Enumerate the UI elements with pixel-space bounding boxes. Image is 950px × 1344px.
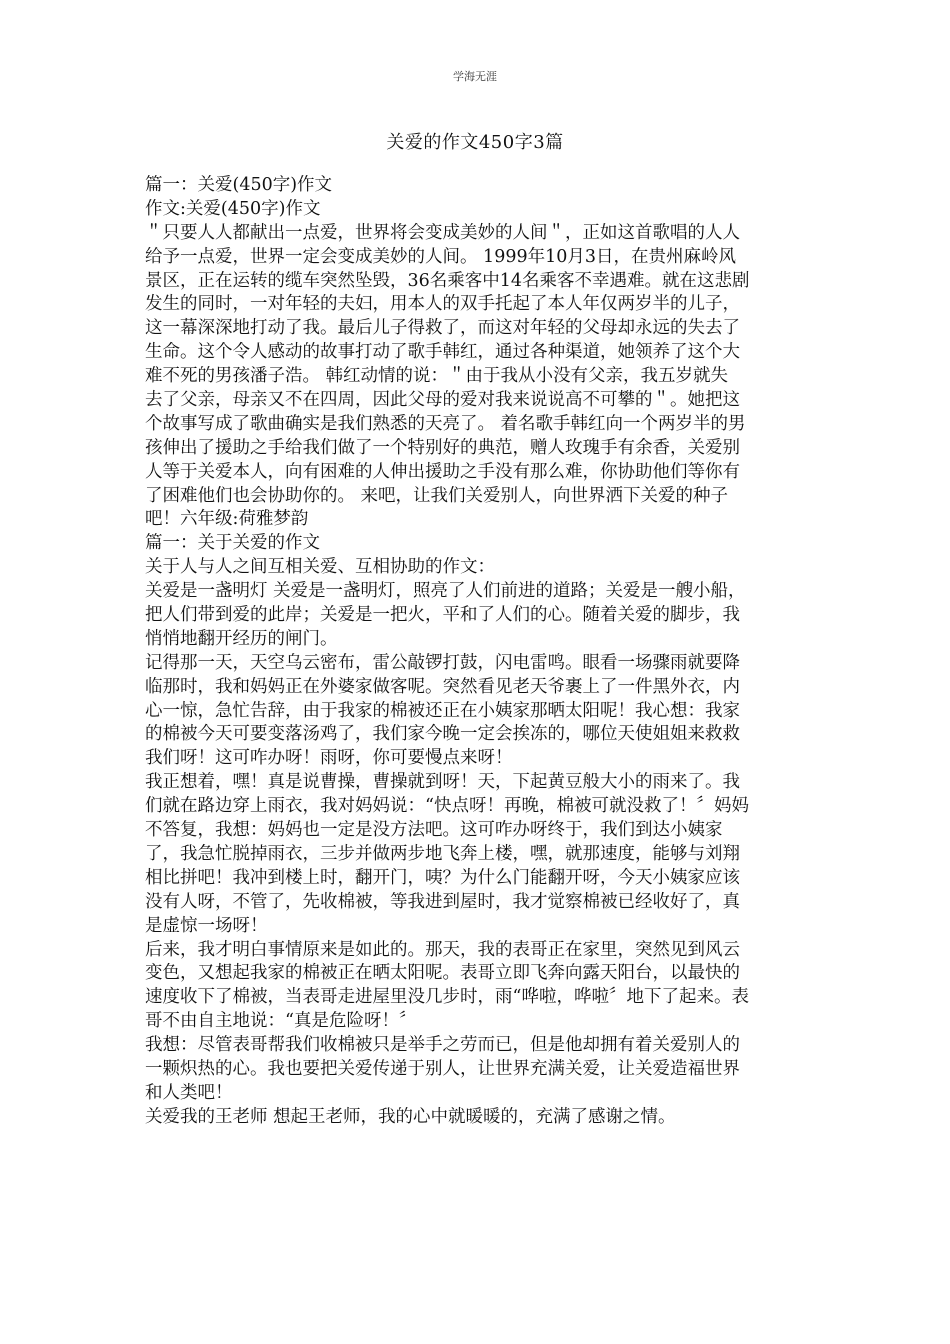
text-line: 不答复，我想：妈妈也一定是没方法吧。这可咋办呀终于，我们到达小姨家	[145, 820, 723, 841]
text-line: 速度收下了棉被，当表哥走进屋里没几步时，雨“哗啦，哗啦〞地下了起来。表	[145, 987, 749, 1008]
text-line: 关于人与人之间互相关爱、互相协助的作文：	[145, 557, 495, 578]
document-body	[145, 174, 810, 1130]
text-line: 篇一：关于关爱的作文	[145, 533, 320, 554]
text-line: 我想：尽管表哥帮我们收棉被只是举手之劳而已，但是他却拥有着关爱别人的	[145, 1035, 740, 1056]
text-line: 篇一：关爱(450字)作文	[145, 175, 333, 195]
text-line: 关爱我的王老师 想起王老师，我的心中就暖暖的，充满了感谢之情。	[145, 1106, 676, 1127]
text-line: 孩伸出了援助之手给我们做了一个特别好的典范，赠人玫瑰手有余香，关爱别	[145, 437, 740, 458]
text-line: 个故事写成了歌曲确实是我们熟悉的天亮了。 着名歌手韩红向一个两岁半的男	[145, 413, 746, 434]
text-line: 这一幕深深地打动了我。最后儿子得救了，而这对年轻的父母却永远的失去了	[145, 318, 740, 339]
text-line: 景区，正在运转的缆车突然坠毁，36名乘客中14名乘客不幸遇难。就在这悲剧	[145, 270, 750, 291]
text-line: 去了父亲，母亲又不在四周，因此父母的爱对我来说说高不可攀的＂。她把这	[145, 390, 740, 411]
text-line: ＂只要人人都献出一点爱，世界将会变成美妙的人间＂，正如这首歌唱的人人	[145, 222, 740, 243]
text-line: 我正想着，嘿！真是说曹操，曹操就到呀！天，下起黄豆般大小的雨来了。我	[145, 772, 740, 793]
text-line: 了困难他们也会协助你的。 来吧，让我们关爱别人，向世界洒下关爱的种子	[145, 485, 729, 506]
text-line: 给予一点爱，世界一定会变成美妙的人间。 1999年10月3日，在贵州麻岭风	[145, 246, 736, 267]
text-line: 悄悄地翻开经历的闸门。	[145, 628, 338, 649]
text-line: 临那时，我和妈妈正在外婆家做客呢。突然看见老天爷裹上了一件黑外衣，内	[145, 676, 740, 697]
document-title: 关爱的作文450字3篇	[386, 132, 564, 153]
text-line: 的棉被今天可要变落汤鸡了，我们家今晚一定会挨冻的，哪位天使姐姐来救救	[145, 724, 740, 745]
text-line: 一颗炽热的心。我也要把关爱传递于别人，让世界充满关爱，让关爱造福世界	[145, 1058, 740, 1079]
text-line: 作文:关爱(450字)作文	[145, 198, 321, 219]
text-line: 生命。这个令人感动的故事打动了歌手韩红，通过各种渠道，她领养了这个大	[145, 342, 740, 363]
text-line: 把人们带到爱的此岸；关爱是一把火，平和了人们的心。随着关爱的脚步，我	[145, 605, 740, 626]
text-line: 关爱是一盏明灯 关爱是一盏明灯，照亮了人们前进的道路；关爱是一艘小船，	[145, 581, 746, 602]
text-line: 了，我急忙脱掉雨衣，三步并做两步地飞奔上楼，嘿，就那速度，能够与刘翔	[145, 843, 740, 864]
text-line: 我们呀！这可咋办呀！雨呀，你可要慢点来呀！	[145, 748, 513, 769]
text-line: 后来，我才明白事情原来是如此的。那天，我的表哥正在家里，突然见到风云	[145, 939, 740, 960]
text-line: 是虚惊一场呀！	[145, 915, 268, 936]
text-line: 变色，又想起我家的棉被正在晒太阳呢。表哥立即飞奔向露天阳台，以最快的	[145, 963, 740, 984]
text-line: 发生的同时，一对年轻的夫妇，用本人的双手托起了本人年仅两岁半的儿子，	[145, 294, 740, 315]
text-line: 和人类吧！	[145, 1082, 233, 1103]
text-line: 哥不由自主地说：“真是危险呀！〞	[145, 1011, 417, 1032]
text-line: 人等于关爱本人，向有困难的人伸出援助之手没有那么难，你协助他们等你有	[145, 461, 740, 482]
text-line: 吧！六年级:荷雅梦韵	[145, 509, 309, 530]
text-line: 们就在路边穿上雨衣，我对妈妈说：“快点呀！再晚，棉被可就没救了！〞妈妈	[145, 796, 749, 817]
text-line: 没有人呀，不管了，先收棉被，等我进到屋时，我才觉察棉被已经收好了，真	[145, 891, 740, 912]
text-line: 记得那一天，天空乌云密布，雷公敲锣打鼓，闪电雷鸣。眼看一场骤雨就要降	[145, 652, 740, 673]
text-line: 相比拼吧！我冲到楼上时，翻开门，咦？为什么门能翻开呀，今天小姨家应该	[145, 867, 740, 888]
page-header: 学海无涯	[453, 70, 497, 83]
text-line: 心一惊，急忙告辞，由于我家的棉被还正在小姨家那晒太阳呢！我心想：我家	[145, 700, 740, 721]
text-line: 难不死的男孩潘子浩。 韩红动情的说：＂由于我从小没有父亲，我五岁就失	[145, 366, 729, 387]
